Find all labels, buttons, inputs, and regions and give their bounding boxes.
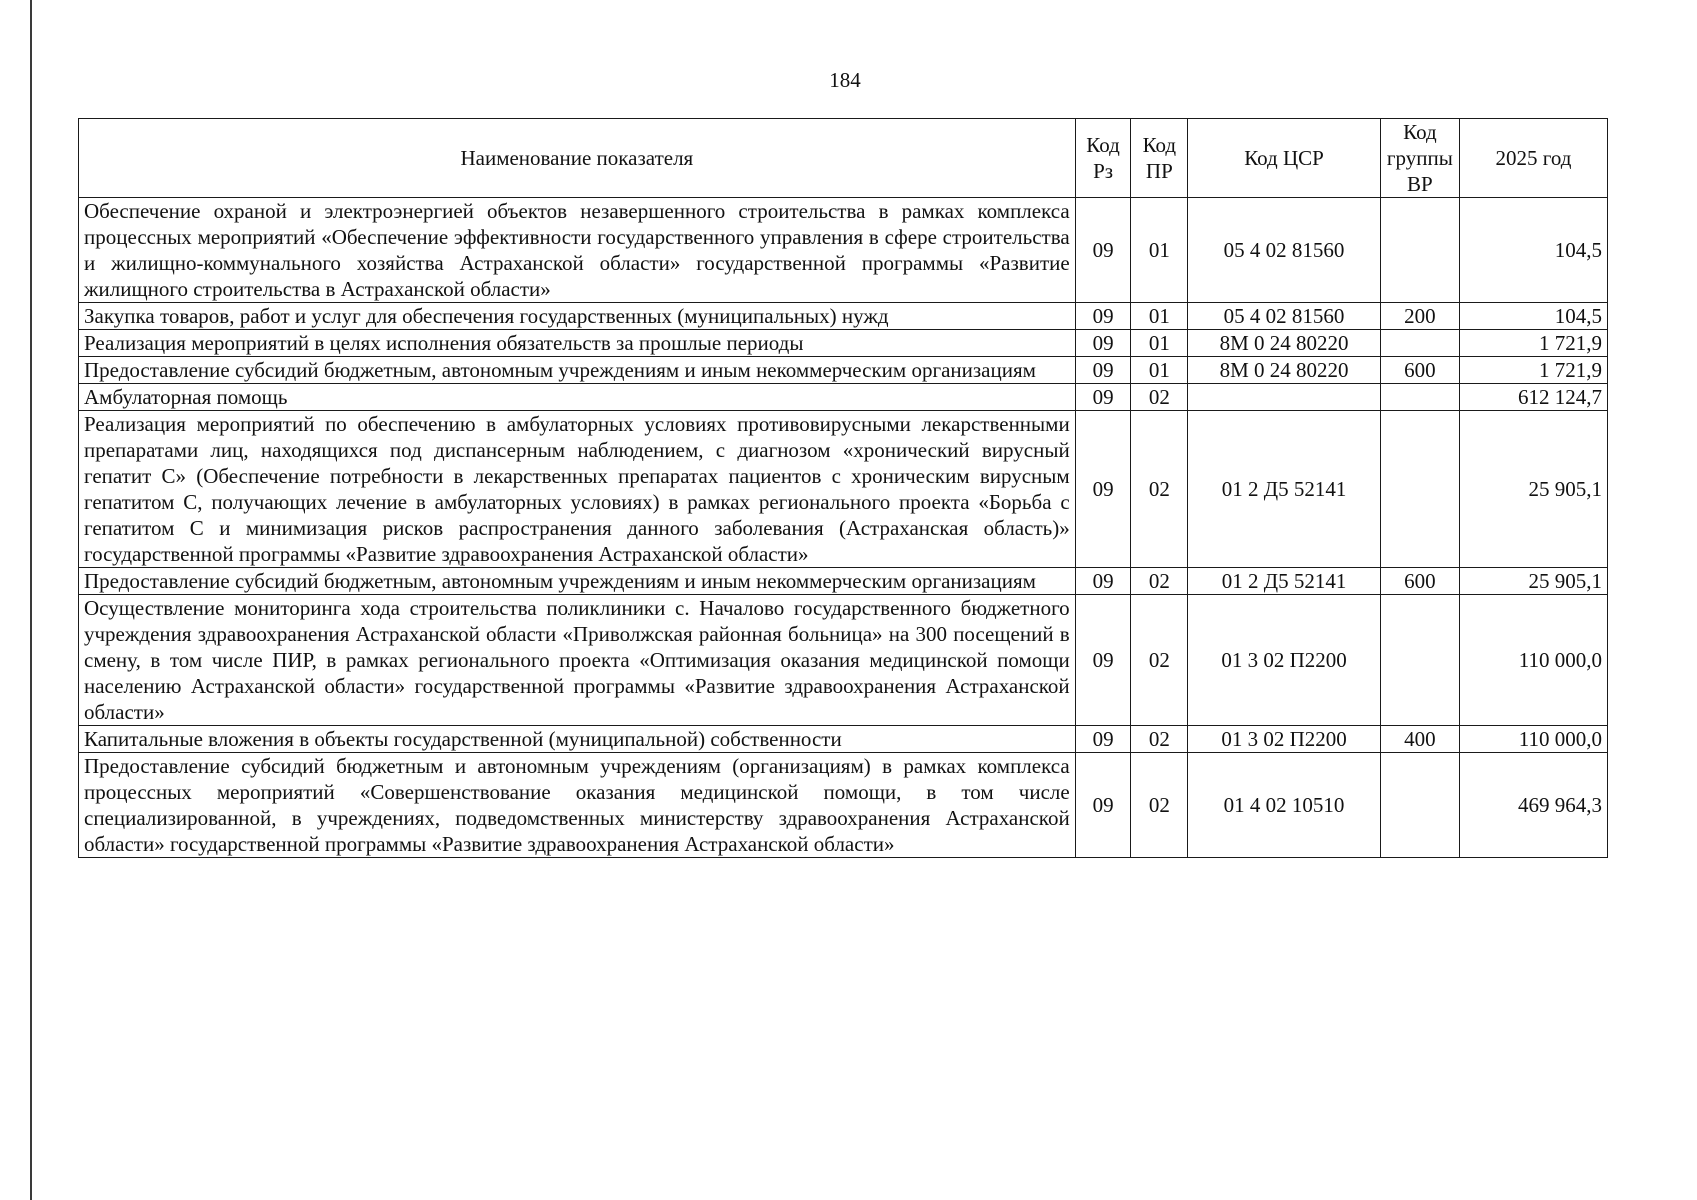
- table-row: [79, 411, 1608, 568]
- row-csr: 05 4 02 81560: [1188, 303, 1381, 330]
- row-name: Реализация мероприятий по обеспечению в амбулаторных условиях противовирусными лекарственными препаратами лиц, находящихся под диспансерным наблюдением, с диагнозом «хронический вирусный гепатит С» (Обеспечение потребности в лекарственных препаратах пациентов с хроническим вирусным гепатитом С, получающих лечение в амбулаторных условиях) в рамках регионального проекта «Борьба с гепатитом С и минимизация рисков распространения данного заболевания (Астраханская область)» государственной программы «Развитие здравоохранения Астраханской области»: [79, 411, 1076, 568]
- row-csr: 01 2 Д5 52141: [1188, 568, 1381, 595]
- table-row: [79, 357, 1608, 384]
- row-rz: 09: [1075, 198, 1131, 303]
- row-rz: 09: [1075, 753, 1131, 858]
- row-name: Осуществление мониторинга хода строительства поликлиники с. Началово государственного бюджетного учреждения здравоохранения Астраханской области «Приволжская районная больница» на 300 посещений в смену, в том числе ПИР, в рамках регионального проекта «Оптимизация оказания медицинской помощи населению Астраханской области» государственной программы «Развитие здравоохранения Астраханской области»: [79, 595, 1076, 726]
- row-csr: 05 4 02 81560: [1188, 198, 1381, 303]
- row-pr: 02: [1131, 568, 1188, 595]
- row-name: Амбулаторная помощь: [79, 384, 1076, 411]
- budget-table: [78, 118, 1608, 858]
- table-row: [79, 330, 1608, 357]
- row-csr: 01 4 02 10510: [1188, 753, 1381, 858]
- page-number: 184: [829, 68, 861, 92]
- row-name: Капитальные вложения в объекты государственной (муниципальной) собственности: [79, 726, 1076, 753]
- row-rz: 09: [1075, 384, 1131, 411]
- row-rz: 09: [1075, 357, 1131, 384]
- row-vr: 600: [1380, 568, 1459, 595]
- row-csr: 01 2 Д5 52141: [1188, 411, 1381, 568]
- row-vr: [1380, 384, 1459, 411]
- row-amount: 25 905,1: [1459, 411, 1607, 568]
- header-vr: Код группы ВР: [1380, 119, 1459, 198]
- header-csr: Код ЦСР: [1188, 119, 1381, 198]
- row-vr: 200: [1380, 303, 1459, 330]
- header-rz: Код Рз: [1075, 119, 1131, 198]
- row-name: Обеспечение охраной и электроэнергией объектов незавершенного строительства в рамках комплекса процессных мероприятий «Обеспечение эффективности государственного управления в сфере строительства и жилищно-коммунального хозяйства Астраханской области» государственной программы «Развитие жилищного строительства в Астраханской области»: [79, 198, 1076, 303]
- row-rz: 09: [1075, 726, 1131, 753]
- row-amount: 612 124,7: [1459, 384, 1607, 411]
- table-row: [79, 753, 1608, 858]
- row-amount: 110 000,0: [1459, 595, 1607, 726]
- row-rz: 09: [1075, 303, 1131, 330]
- row-vr: [1380, 198, 1459, 303]
- row-pr: 01: [1131, 357, 1188, 384]
- row-rz: 09: [1075, 411, 1131, 568]
- row-vr: 600: [1380, 357, 1459, 384]
- row-pr: 02: [1131, 595, 1188, 726]
- row-csr: 8М 0 24 80220: [1188, 330, 1381, 357]
- row-amount: 1 721,9: [1459, 357, 1607, 384]
- row-amount: 469 964,3: [1459, 753, 1607, 858]
- row-name: Предоставление субсидий бюджетным, автономным учреждениям и иным некоммерческим организациям: [79, 357, 1076, 384]
- row-amount: 25 905,1: [1459, 568, 1607, 595]
- row-name: Предоставление субсидий бюджетным и автономным учреждениям (организациям) в рамках комплекса процессных мероприятий «Совершенствование оказания медицинской помощи, в том числе специализированной, в учреждениях, подведомственных министерству здравоохранения Астраханской области» государственной программы «Развитие здравоохранения Астраханской области»: [79, 753, 1076, 858]
- row-amount: 1 721,9: [1459, 330, 1607, 357]
- row-pr: 02: [1131, 411, 1188, 568]
- row-rz: 09: [1075, 595, 1131, 726]
- row-rz: 09: [1075, 568, 1131, 595]
- table-row: [79, 384, 1608, 411]
- row-name: Предоставление субсидий бюджетным, автономным учреждениям и иным некоммерческим организациям: [79, 568, 1076, 595]
- table-header-row: [79, 119, 1608, 198]
- table-row: [79, 198, 1608, 303]
- table-row: [79, 303, 1608, 330]
- row-vr: 400: [1380, 726, 1459, 753]
- header-year: 2025 год: [1459, 119, 1607, 198]
- row-vr: [1380, 411, 1459, 568]
- row-pr: 01: [1131, 303, 1188, 330]
- row-vr: [1380, 753, 1459, 858]
- row-name: Закупка товаров, работ и услуг для обеспечения государственных (муниципальных) нужд: [79, 303, 1076, 330]
- row-csr: [1188, 384, 1381, 411]
- table-row: [79, 726, 1608, 753]
- row-pr: 02: [1131, 726, 1188, 753]
- row-csr: 01 3 02 П2200: [1188, 595, 1381, 726]
- row-pr: 01: [1131, 198, 1188, 303]
- row-amount: 104,5: [1459, 198, 1607, 303]
- row-pr: 01: [1131, 330, 1188, 357]
- row-pr: 02: [1131, 753, 1188, 858]
- row-amount: 110 000,0: [1459, 726, 1607, 753]
- header-pr: Код ПР: [1131, 119, 1188, 198]
- table-row: [79, 595, 1608, 726]
- row-vr: [1380, 595, 1459, 726]
- row-amount: 104,5: [1459, 303, 1607, 330]
- page-edge-line: [30, 0, 32, 1200]
- row-name: Реализация мероприятий в целях исполнения обязательств за прошлые периоды: [79, 330, 1076, 357]
- header-name: Наименование показателя: [79, 119, 1076, 198]
- row-vr: [1380, 330, 1459, 357]
- table-row: [79, 568, 1608, 595]
- row-pr: 02: [1131, 384, 1188, 411]
- row-rz: 09: [1075, 330, 1131, 357]
- row-csr: 8М 0 24 80220: [1188, 357, 1381, 384]
- row-csr: 01 3 02 П2200: [1188, 726, 1381, 753]
